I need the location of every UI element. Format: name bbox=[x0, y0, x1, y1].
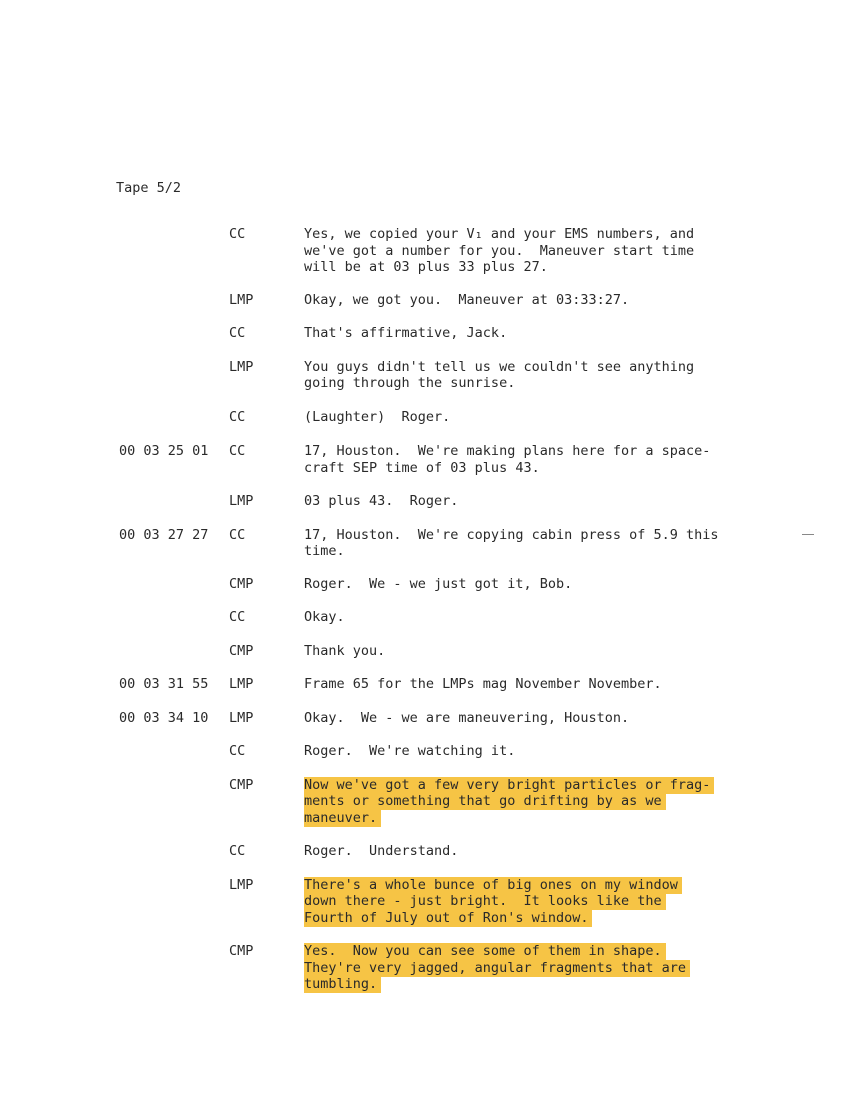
speaker: CC bbox=[229, 743, 246, 759]
speaker: CC bbox=[229, 408, 246, 425]
transcript-entry bbox=[0, 527, 841, 560]
utterance-line: we've got a number for you. Maneuver start time bbox=[304, 242, 695, 259]
transcript-entry bbox=[0, 943, 841, 993]
speaker: CMP bbox=[229, 642, 254, 659]
utterance-line: Yes. Now you can see some of them in shape. bbox=[304, 943, 666, 960]
speaker: LMP bbox=[229, 876, 254, 893]
utterance-line: (Laughter) Roger. bbox=[304, 408, 451, 425]
transcript-entry bbox=[0, 743, 841, 760]
transcript-entry bbox=[0, 710, 841, 727]
utterance bbox=[304, 409, 744, 426]
margin-mark bbox=[802, 534, 814, 535]
utterance-line: Okay. We - we are maneuvering, Houston. bbox=[304, 709, 630, 726]
utterance-line: Yes, we copied your V₁ and your EMS numbers, and bbox=[304, 226, 695, 242]
speaker: LMP bbox=[229, 358, 254, 375]
utterance-line: 17, Houston. We're making plans here for a space- bbox=[304, 443, 711, 459]
transcript-entry bbox=[0, 643, 841, 660]
utterance-line: ments or something that go drifting by as we bbox=[304, 793, 666, 810]
utterance bbox=[304, 325, 744, 342]
utterance bbox=[304, 877, 744, 927]
utterance-line: That's affirmative, Jack. bbox=[304, 325, 508, 341]
transcript-entry bbox=[0, 777, 841, 827]
transcript-entry bbox=[0, 877, 841, 927]
utterance bbox=[304, 493, 744, 510]
utterance-line: Roger. Understand. bbox=[304, 843, 459, 859]
utterance bbox=[304, 943, 744, 993]
utterance bbox=[304, 443, 744, 476]
timestamp: 00 03 31 55 bbox=[119, 676, 209, 692]
transcript-entry bbox=[0, 325, 841, 342]
utterance-line: going through the sunrise. bbox=[304, 375, 516, 391]
utterance-line: will be at 03 plus 33 plus 27. bbox=[304, 259, 548, 275]
speaker: CC bbox=[229, 226, 246, 242]
utterance-line: Thank you. bbox=[304, 642, 386, 659]
utterance-line: maneuver. bbox=[304, 810, 381, 827]
utterance-line: craft SEP time of 03 plus 43. bbox=[304, 459, 540, 476]
timestamp: 00 03 34 10 bbox=[119, 709, 209, 726]
speaker: CC bbox=[229, 609, 246, 625]
speaker: CC bbox=[229, 443, 246, 459]
speaker: LMP bbox=[229, 493, 254, 509]
speaker: LMP bbox=[229, 291, 254, 308]
utterance-line: 03 plus 43. Roger. bbox=[304, 493, 459, 509]
utterance bbox=[304, 292, 744, 309]
utterance-line: Okay. bbox=[304, 609, 345, 625]
transcript-entry bbox=[0, 359, 841, 392]
utterance bbox=[304, 843, 744, 860]
transcript bbox=[0, 226, 841, 993]
utterance-line: There's a whole bunce of big ones on my window bbox=[304, 877, 682, 894]
utterance bbox=[304, 527, 744, 560]
utterance bbox=[304, 609, 744, 626]
utterance-line: time. bbox=[304, 543, 345, 559]
utterance-line: 17, Houston. We're copying cabin press of 5.9 this bbox=[304, 526, 719, 543]
speaker: LMP bbox=[229, 709, 254, 726]
utterance bbox=[304, 226, 744, 276]
utterance bbox=[304, 777, 744, 827]
transcript-entry bbox=[0, 676, 841, 693]
speaker: CC bbox=[229, 843, 246, 859]
transcript-entry bbox=[0, 409, 841, 426]
speaker: CC bbox=[229, 526, 246, 543]
transcript-entry bbox=[0, 292, 841, 309]
utterance bbox=[304, 359, 744, 392]
timestamp: 00 03 27 27 bbox=[119, 526, 209, 543]
utterance-line: Roger. We - we just got it, Bob. bbox=[304, 575, 573, 592]
utterance-line: Now we've got a few very bright particles or frag- bbox=[304, 777, 714, 794]
utterance bbox=[304, 676, 744, 693]
transcript-entry bbox=[0, 609, 841, 626]
transcript-entry bbox=[0, 226, 841, 276]
speaker: LMP bbox=[229, 676, 254, 692]
utterance-line: down there - just bright. It looks like the bbox=[304, 893, 666, 910]
utterance-line: Okay, we got you. Maneuver at 03:33:27. bbox=[304, 291, 630, 308]
utterance-line: You guys didn't tell us we couldn't see anything bbox=[304, 358, 695, 375]
utterance bbox=[304, 576, 744, 593]
utterance-line: Fourth of July out of Ron's window. bbox=[304, 910, 592, 927]
transcript-entry bbox=[0, 576, 841, 593]
speaker: CC bbox=[229, 325, 246, 341]
utterance-line: Roger. We're watching it. bbox=[304, 743, 516, 759]
transcript-entry bbox=[0, 493, 841, 510]
tape-label: Tape 5/2 bbox=[116, 180, 182, 196]
utterance-line: tumbling. bbox=[304, 976, 381, 993]
utterance bbox=[304, 710, 744, 727]
utterance bbox=[304, 743, 744, 760]
timestamp: 00 03 25 01 bbox=[119, 443, 209, 459]
speaker: CMP bbox=[229, 575, 254, 592]
transcript-entry bbox=[0, 843, 841, 860]
transcript-entry bbox=[0, 443, 841, 476]
speaker: CMP bbox=[229, 943, 254, 959]
utterance bbox=[304, 643, 744, 660]
utterance-line: Frame 65 for the LMPs mag November November. bbox=[304, 676, 662, 692]
speaker: CMP bbox=[229, 776, 254, 793]
utterance-line: They're very jagged, angular fragments that are bbox=[304, 960, 690, 977]
